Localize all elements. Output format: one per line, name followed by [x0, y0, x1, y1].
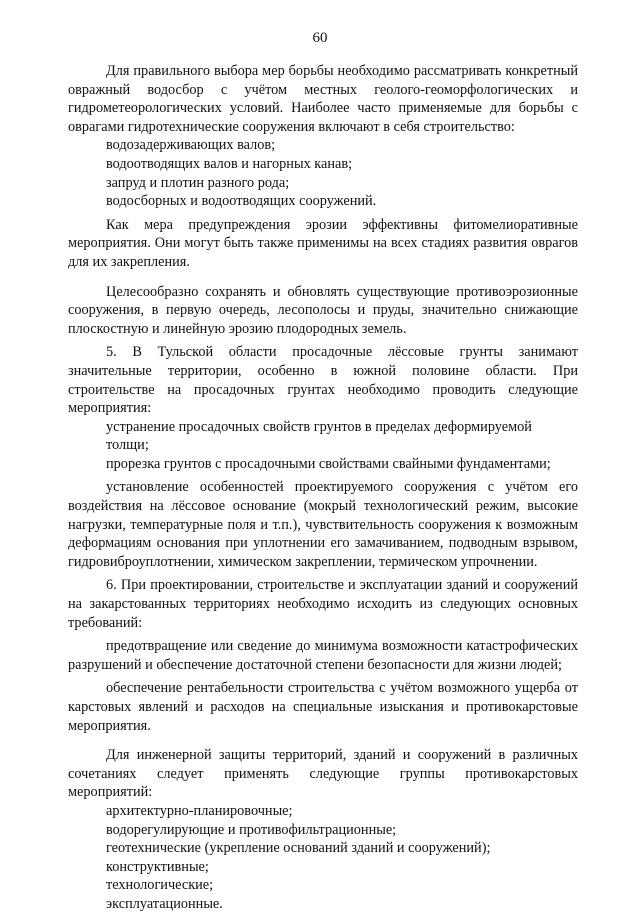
page-number: 60 — [312, 30, 328, 46]
list-item: конструктивные; — [106, 858, 209, 875]
paragraph-karst-territories: 6. При проектировании, строительстве и эксплуатации зданий и сооружений на закарстованных территориях необходимо исходить из следующих основных требований: — [68, 577, 578, 631]
list-item: технологические; — [106, 877, 214, 894]
paragraph-loess-soils: 5. В Тульской области просадочные лёссовые грунты занимают значительные территории, особенно в южной половине области. При строительстве на просадочных грунтах необходимо проводить следующие мероприятия: — [68, 344, 578, 417]
list-item: эксплуатационные. — [106, 895, 223, 912]
list-item: водосборных и водоотводящих сооружений. — [106, 193, 377, 210]
document-body — [68, 62, 578, 914]
list-item: водоотводящих валов и нагорных канав; — [106, 155, 353, 172]
paragraph-structure-features: установление особенностей проектируемого сооружения с учётом его воздействия на лёссовое основание (мокрый технологический режим, высокие нагрузки, температурные поля и т.п.), чувствительность сооружения к возможным деформациям основания при уплотнении его замачиванием, подводным взрывом, гидровиброуплотнении, химическом закреплении, термическом упрочнении. — [68, 479, 578, 570]
paragraph-ravine-measures: Для правильного выбора мер борьбы необходимо рассматривать конкретный овражный водосбор с учётом местных геолого-геоморфологических и гидрометеорологических условий. Наиболее часто применяемые для борьбы с оврагами гидротехнические сооружения включают в себя строительство: — [68, 63, 578, 135]
paragraph-engineering-protection: Для инженерной защиты территорий, зданий и сооружений в различных сочетаниях следует применять следующие группы противокарстовых мероприятий: — [68, 747, 578, 801]
list-item: геотехнические (укрепление оснований зданий и сооружений); — [106, 840, 491, 857]
list-item: водозадерживающих валов; — [106, 137, 276, 154]
paragraph-anti-erosion: Целесообразно сохранять и обновлять существующие противоэрозионные сооружения, в первую очередь, лесополосы и пруды, значительно снижающие плоскостную и линейную эрозию плодородных земель. — [68, 283, 578, 337]
list-item: устранение просадочных свойств грунтов в пределах деформируемой толщи; — [106, 418, 532, 454]
paragraph-profitability: обеспечение рентабельности строительства с учётом возможного ущерба от карстовых явлений и расходов на специальные изыскания и противокарстовые мероприятия. — [68, 680, 578, 734]
list-item: запруд и плотин разного рода; — [106, 174, 290, 191]
list-item: водорегулирующие и противофильтрационные; — [106, 821, 397, 838]
paragraph-phytomelioration: Как мера предупреждения эрозии эффективны фитомелиоративные мероприятия. Они могут быть также применимы на всех стадиях развития оврагов для их закрепления. — [68, 216, 578, 270]
paragraph-catastrophe-prevention: предотвращение или сведение до минимума возможности катастрофических разрушений и обеспечение достаточной степени безопасности для жизни людей; — [68, 638, 578, 673]
list-item: прорезка грунтов с просадочными свойствами свайными фундаментами; — [106, 455, 551, 472]
list-item: архитектурно-планировочные; — [106, 802, 293, 819]
